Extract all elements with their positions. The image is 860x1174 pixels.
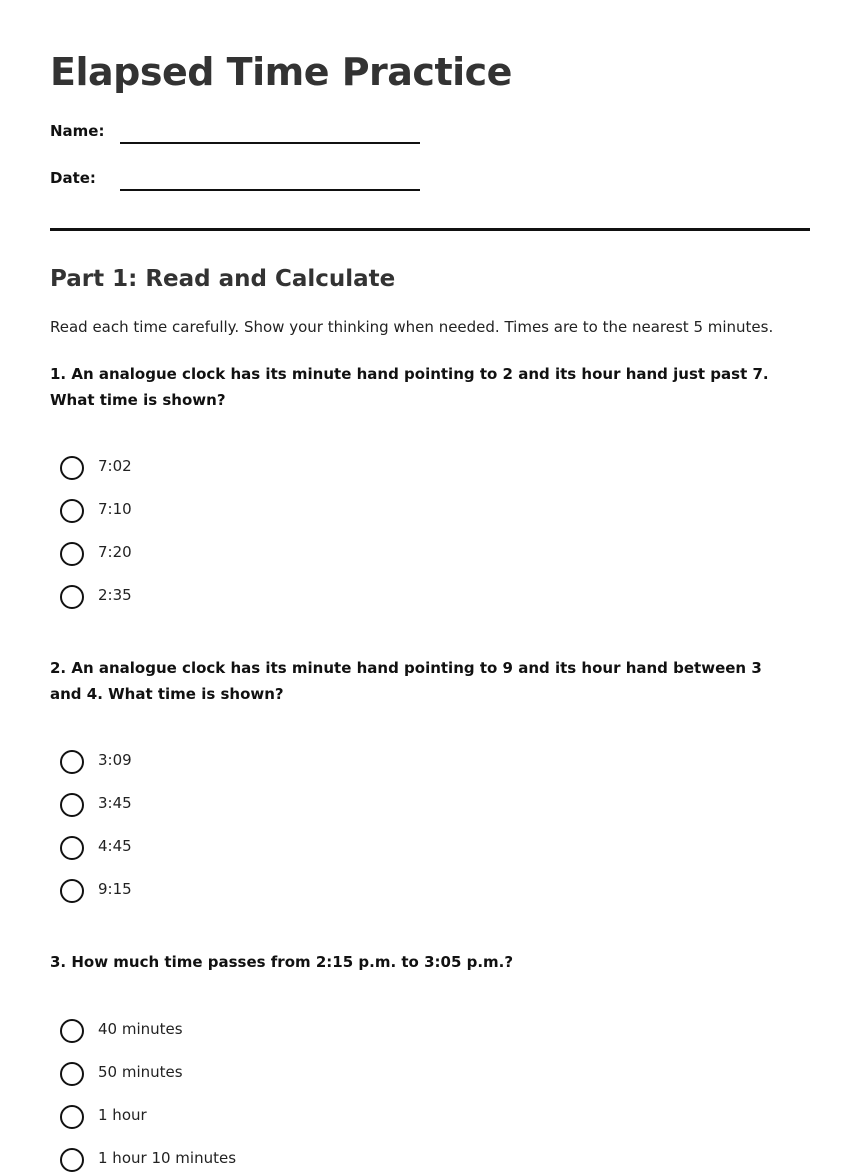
name-field: [50, 118, 450, 148]
option-label: 4:45: [98, 837, 132, 855]
radio-button[interactable]: [60, 750, 84, 774]
question-text: 3. How much time passes from 2:15 p.m. to 3:05 p.m.?: [50, 953, 514, 971]
answer-option[interactable]: [60, 585, 460, 611]
radio-button[interactable]: [60, 793, 84, 817]
option-label: 40 minutes: [98, 1020, 183, 1038]
question-text: 1. An analogue clock has its minute hand pointing to 2 and its hour hand just past 7. What time is shown?: [50, 365, 769, 409]
radio-button[interactable]: [60, 499, 84, 523]
option-label: 1 hour 10 minutes: [98, 1149, 237, 1167]
answer-option[interactable]: [60, 836, 460, 862]
answer-option[interactable]: [60, 1062, 460, 1088]
option-label: 1 hour: [98, 1106, 147, 1124]
radio-button[interactable]: [60, 456, 84, 480]
answer-option[interactable]: [60, 1148, 460, 1174]
option-label: 9:15: [98, 880, 132, 898]
instructions-text: Read each time carefully. Show your thinking when needed. Times are to the nearest 5 minutes.: [50, 318, 774, 336]
name-label: Name:: [50, 122, 105, 140]
option-label: 50 minutes: [98, 1063, 183, 1081]
answer-option[interactable]: [60, 793, 460, 819]
radio-button[interactable]: [60, 1019, 84, 1043]
option-label: 7:20: [98, 543, 132, 561]
radio-button[interactable]: [60, 1105, 84, 1129]
option-label: 3:45: [98, 794, 132, 812]
date-label: Date:: [50, 169, 96, 187]
option-label: 2:35: [98, 586, 132, 604]
question-1: [50, 361, 790, 413]
option-label: 7:02: [98, 457, 132, 475]
radio-button[interactable]: [60, 879, 84, 903]
option-label: 3:09: [98, 751, 132, 769]
page-title: Elapsed Time Practice: [50, 50, 512, 94]
question-text: 2. An analogue clock has its minute hand pointing to 9 and its hour hand between 3 and 4. What time is shown?: [50, 659, 762, 703]
question-3: [50, 949, 790, 975]
date-field: [50, 165, 450, 195]
header-divider: [50, 228, 810, 231]
answer-option[interactable]: [60, 750, 460, 776]
radio-button[interactable]: [60, 1148, 84, 1172]
radio-button[interactable]: [60, 836, 84, 860]
answer-option[interactable]: [60, 456, 460, 482]
radio-button[interactable]: [60, 542, 84, 566]
date-blank-line[interactable]: [120, 189, 420, 191]
question-2: [50, 655, 790, 707]
answer-option[interactable]: [60, 1019, 460, 1045]
name-blank-line[interactable]: [120, 142, 420, 144]
radio-button[interactable]: [60, 1062, 84, 1086]
answer-option[interactable]: [60, 542, 460, 568]
option-label: 7:10: [98, 500, 132, 518]
radio-button[interactable]: [60, 585, 84, 609]
answer-option[interactable]: [60, 1105, 460, 1131]
answer-option[interactable]: [60, 499, 460, 525]
answer-option[interactable]: [60, 879, 460, 905]
section-heading: Part 1: Read and Calculate: [50, 266, 396, 292]
